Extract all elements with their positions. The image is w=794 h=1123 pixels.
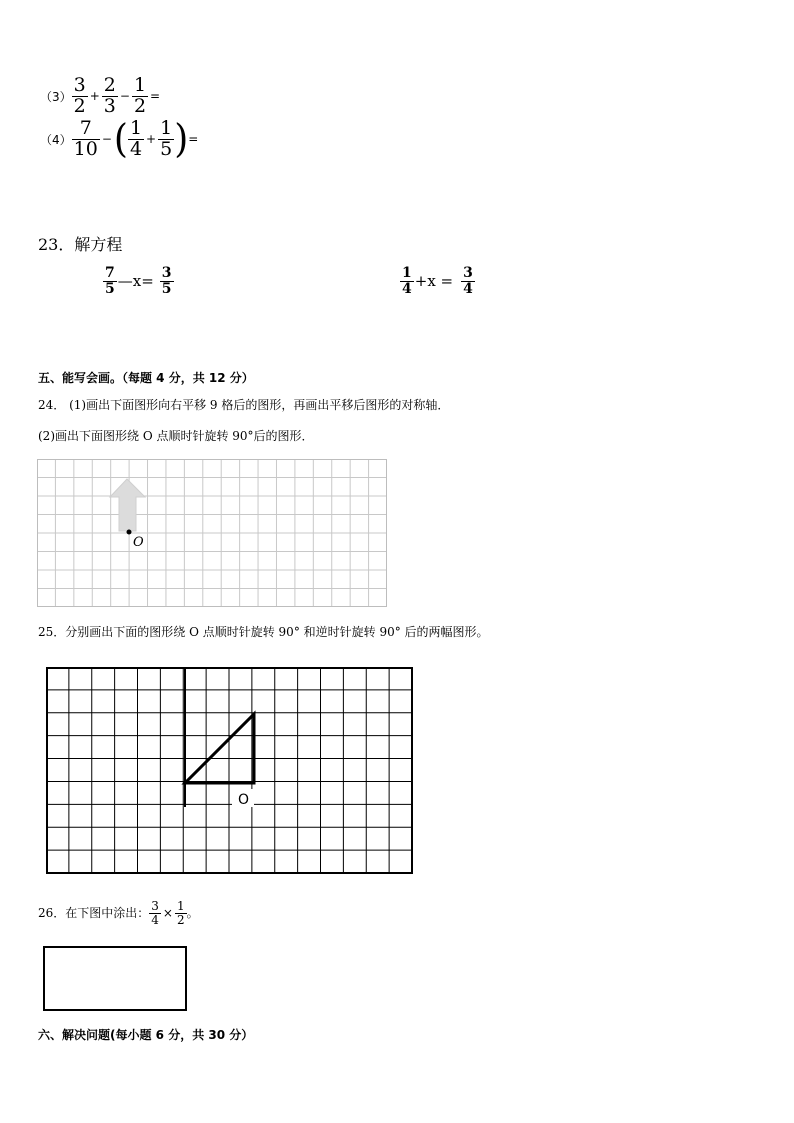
fraction [128, 116, 144, 160]
operator: − [101, 132, 112, 146]
question-25-text: 25．分别画出下面的图形绕 O 点顺时针旋转 90° 和逆时针旋转 90° 后的两幅图形。 [38, 625, 489, 639]
numerator: 1 [133, 73, 147, 96]
grid-25 [46, 667, 414, 875]
denominator: 5 [105, 280, 115, 297]
question-24-line-2: (2)画出下面图形绕 O 点顺时针旋转 90°后的图形． [38, 429, 314, 443]
fraction [72, 73, 88, 117]
fraction [400, 266, 414, 296]
numerator: 1 [402, 265, 412, 281]
operator: − [119, 89, 130, 103]
fraction [160, 266, 174, 296]
denominator: 4 [151, 912, 159, 927]
point-o-label: O [133, 535, 144, 550]
numerator: 1 [176, 899, 185, 913]
denominator: 2 [73, 94, 86, 117]
numerator: 3 [463, 265, 473, 281]
grid-25-lines [46, 667, 412, 873]
numerator: 7 [72, 119, 100, 140]
fraction [149, 900, 161, 926]
point-o-label: O [238, 792, 250, 808]
denominator: 2 [133, 94, 147, 117]
denominator: 10 [73, 137, 98, 160]
denominator: 3 [103, 94, 116, 117]
operator: + [146, 132, 157, 146]
fraction [175, 900, 187, 926]
operator: + [89, 89, 100, 103]
grid-24 [37, 459, 388, 608]
question-26-prefix: 26．在下图中涂出： [38, 906, 150, 921]
shade-rectangle [43, 946, 187, 1011]
fraction [132, 73, 148, 117]
question-4-label: （4） [40, 132, 72, 147]
question-3-label: （3） [40, 89, 72, 104]
question-4 [40, 118, 198, 160]
fraction [103, 266, 117, 296]
fraction [461, 266, 475, 296]
denominator: 4 [129, 137, 143, 160]
numerator: 2 [103, 73, 116, 96]
denominator: 4 [463, 280, 473, 297]
section-6-title: 六、解决问题(每小题 6 分，共 30 分） [38, 1028, 254, 1042]
equation-1 [103, 266, 174, 296]
numerator: 1 [129, 116, 143, 139]
question-24-line-1: 24． (1)画出下面图形向右平移 9 格后的图形，再画出平移后图形的对称轴． [38, 398, 450, 412]
grid-24-lines [37, 459, 387, 607]
right-paren: ) [174, 116, 189, 162]
equation-2 [400, 266, 475, 296]
triangle-shape [185, 714, 254, 783]
left-paren: ( [113, 116, 128, 162]
denominator: 4 [402, 280, 412, 297]
question-26 [38, 900, 199, 926]
equals-sign: = [188, 132, 199, 146]
numerator: 1 [160, 116, 173, 139]
section-5-title: 五、能写会画。（每题 4 分，共 12 分） [38, 371, 254, 385]
numerator: 3 [161, 265, 172, 281]
equation-middle: +x = [414, 272, 454, 291]
fraction [72, 116, 100, 160]
arrow-shape [110, 479, 145, 531]
point-o [127, 530, 132, 535]
question-3 [40, 73, 162, 117]
operator: × [162, 906, 173, 921]
numerator: 7 [105, 265, 115, 281]
denominator: 5 [160, 137, 173, 160]
numerator: 3 [151, 899, 159, 913]
question-23-title: 23．解方程 [38, 235, 123, 254]
equation-middle: —x= [117, 272, 154, 291]
equals-sign: = [150, 89, 161, 103]
denominator: 2 [176, 912, 185, 927]
denominator: 5 [161, 280, 172, 297]
fraction [158, 116, 174, 160]
numerator: 3 [73, 73, 86, 96]
fraction [102, 73, 118, 117]
question-26-suffix: 。 [186, 906, 199, 921]
